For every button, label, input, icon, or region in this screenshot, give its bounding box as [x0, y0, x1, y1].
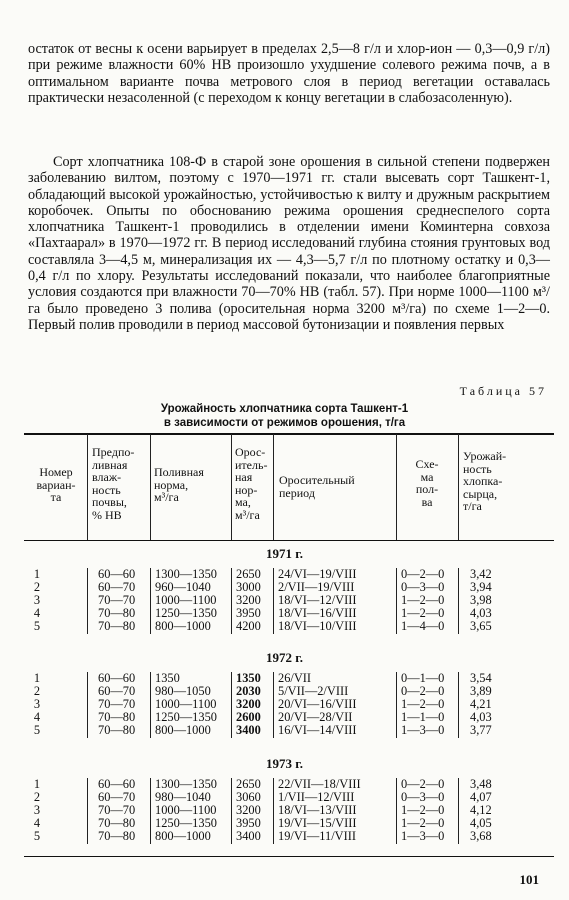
header-variant-number: Номер вариан- та: [36, 465, 76, 504]
column-scheme: 0—2—0 0—3—0 1—2—0 1—2—0 1—4—0: [401, 567, 445, 634]
column-seasonal-norm: 2650 3060 3200 3950 3400: [236, 777, 261, 844]
header-irrigation-scheme: Схе- ма пол- ва: [415, 457, 439, 509]
block-separator: [231, 672, 232, 738]
block-separator: [458, 672, 459, 738]
page-number: 101: [519, 872, 539, 887]
header-irrigation-norm: Поливная норма, м³/га: [154, 465, 204, 504]
header-seasonal-norm: Орос- итель- ная нор- ма, м³/га: [235, 445, 268, 522]
block-separator: [396, 672, 397, 738]
block-separator: [273, 568, 274, 634]
header-separator: [458, 434, 459, 540]
header-separator: [231, 434, 232, 540]
column-seasonal-norm: 1350 2030 3200 2600 3400: [236, 671, 261, 738]
header-separator: [87, 434, 88, 540]
block-separator: [231, 568, 232, 634]
year-heading: 1973 г.: [266, 756, 303, 771]
block-separator: [87, 672, 88, 738]
block-separator: [87, 568, 88, 634]
header-cotton-yield: Урожай- ность хлопка- сырца, т/га: [463, 449, 507, 513]
block-separator: [150, 672, 151, 738]
column-variant: 1 2 3 4 5: [33, 777, 41, 844]
table-caption-line1: Урожайность хлопчатника сорта Ташкент-1: [160, 403, 409, 415]
table-number: Таблица 57: [459, 384, 547, 398]
table-top-rule: [24, 433, 554, 435]
block-separator: [458, 568, 459, 634]
column-seasonal-norm: 2650 3000 3200 3950 4200: [236, 567, 261, 634]
block-separator: [150, 568, 151, 634]
column-scheme: 0—1—0 0—2—0 1—2—0 1—1—0 1—3—0: [401, 671, 445, 738]
column-irrigation-norm: 1350 980—1050 1000—1100 1250—1350 800—1000: [155, 671, 217, 738]
table-caption-line2: в зависимости от режимов орошения, т/га: [163, 417, 406, 429]
year-heading: 1972 г.: [266, 650, 303, 665]
block-separator: [87, 778, 88, 844]
block-separator: [273, 672, 274, 738]
header-irrigation-period: Оросительный период: [279, 473, 355, 500]
column-yield: 3,54 3,89 4,21 4,03 3,77: [470, 671, 492, 738]
column-moisture: 60—60 60—70 70—70 70—80 70—80: [98, 671, 136, 738]
block-separator: [273, 778, 274, 844]
block-separator: [396, 568, 397, 634]
header-separator: [150, 434, 151, 540]
header-separator: [273, 434, 274, 540]
header-separator: [396, 434, 397, 540]
column-scheme: 0—2—0 0—3—0 1—2—0 1—2—0 1—3—0: [401, 777, 445, 844]
column-period: 24/VI—19/VIII 2/VII—19/VIII 18/VI—12/VIII 18/VI—16/VIII 18/VI—10/VIII: [278, 567, 357, 634]
block-separator: [231, 778, 232, 844]
table-bottom-rule: [24, 856, 554, 857]
column-irrigation-norm: 1300—1350 980—1040 1000—1100 1250—1350 800—1000: [155, 777, 217, 844]
column-moisture: 60—60 60—70 70—70 70—80 70—80: [98, 777, 136, 844]
block-separator: [458, 778, 459, 844]
column-yield: 3,42 3,94 3,98 4,03 3,65: [470, 567, 492, 634]
paragraph-1: остаток от весны к осени варьирует в пределах 2,5—8 г/л и хлор-ион — 0,3—0,9 г/л) при режиме влажности 60% НВ произошло ухудшение солевого режима почв, а в оптимальном варианте почва метрового слоя в период вегетации оставалась практически незасоленной (с переходом к концу вегетации в слабозасоленную).: [28, 41, 550, 106]
block-separator: [396, 778, 397, 844]
column-period: 26/VII 5/VII—2/VIII 20/VI—16/VIII 20/VI—28/VII 16/VI—14/VIII: [278, 671, 357, 738]
header-pre-irrigation-moisture: Предпо- ливная влаж- ность почвы, % НВ: [92, 445, 135, 522]
column-moisture: 60—60 60—70 70—70 70—80 70—80: [98, 567, 136, 634]
column-variant: 1 2 3 4 5: [33, 671, 41, 738]
column-period: 22/VII—18/VIII 1/VII—12/VIII 18/VI—13/VIII 19/VI—15/VIII 19/VI—11/VIII: [278, 777, 361, 844]
table-header-rule: [24, 540, 554, 541]
column-irrigation-norm: 1300—1350 960—1040 1000—1100 1250—1350 800—1000: [155, 567, 217, 634]
year-heading: 1971 г.: [266, 546, 303, 561]
column-variant: 1 2 3 4 5: [33, 567, 41, 634]
column-yield: 3,48 4,07 4,12 4,05 3,68: [470, 777, 492, 844]
paragraph-2: Сорт хлопчатника 108-Ф в старой зоне орошения в сильной степени подвержен заболеванию вилтом, поэтому с 1970—1971 гг. стали высевать сорт Ташкент-1, обладающий высокой урожайностью, устойчивостью к вилту и дружным раскрытием коробочек. Опыты по обоснованию режима орошения среднеспелого сорта хлопчатника Ташкент-1 проводились в отделении имени Коминтерна совхоза «Пахтаарал» в 1970—1972 гг. В период исследований глубина стояния грунтовых вод составляла 3—4,5 м, минерализация их — 4,3—5,7 г/л по плотному остатку и 0,3—0,4 г/л по хлору. Результаты исследований показали, что наиболее благоприятные условия создаются при влажности 70—70% НВ (табл. 57). При норме 1000—1100 м³/га было проведено 3 полива (оросительная норма 3200 м³/га) по схеме 1—2—0. Первый полив проводили в период массовой бутонизации и появления первых: [28, 154, 550, 333]
block-separator: [150, 778, 151, 844]
